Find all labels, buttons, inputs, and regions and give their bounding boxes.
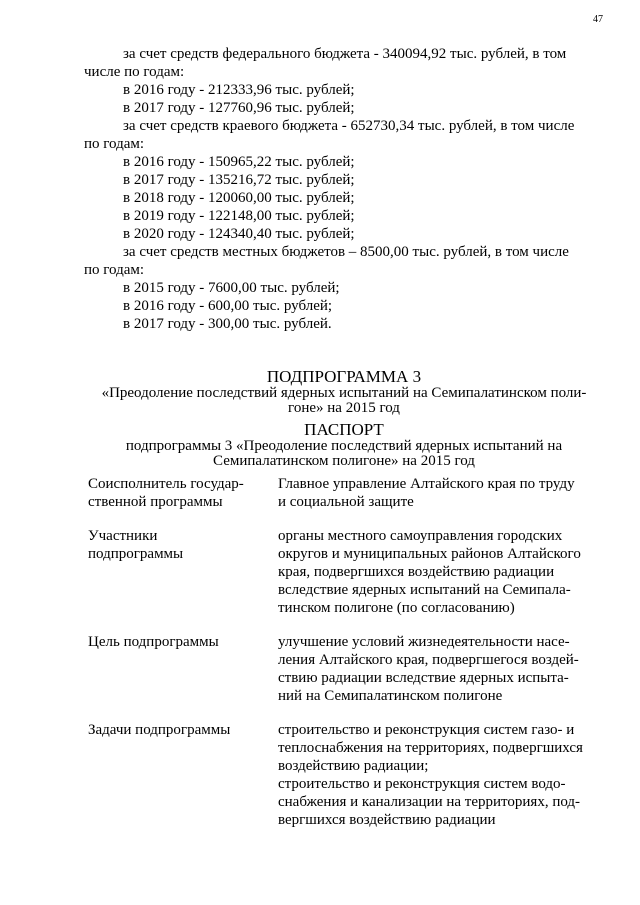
row-value	[278, 527, 596, 617]
passport-subtitle-line1: подпрограммы 3 «Преодоление последствий ядерных испытаний на	[125, 438, 563, 454]
local-budget-line: за счет средств местных бюджетов – 8500,00 тыс. рублей, в том числе	[123, 244, 569, 260]
row-value-line: вергшихся воздействию радиации	[278, 812, 496, 828]
local-budget-line-cont: по годам:	[84, 262, 145, 278]
passport-heading	[84, 421, 604, 469]
row-value-line: снабжения и канализации на территориях, под-	[278, 794, 581, 810]
local-year-2016: в 2016 году - 600,00 тыс. рублей;	[123, 298, 333, 314]
row-value-line: и социальной защите	[278, 494, 414, 510]
subprogram-title: ПОДПРОГРАММА 3	[266, 367, 422, 386]
federal-budget-line-cont: числе по годам:	[84, 64, 185, 80]
row-value-line: строительство и реконструкция систем водо-	[278, 776, 566, 792]
row-value-line: Главное управление Алтайского края по труду	[278, 476, 575, 492]
row-label-line: Соисполнитель государ-	[88, 476, 244, 492]
row-value-line: строительство и реконструкция систем газо- и	[278, 722, 575, 738]
federal-year-2017: в 2017 году - 127760,96 тыс. рублей;	[123, 100, 355, 116]
row-label-line: Цель подпрограммы	[88, 634, 219, 650]
passport-title: ПАСПОРТ	[304, 420, 384, 439]
regional-year-2018: в 2018 году - 120060,00 тыс. рублей;	[123, 190, 355, 206]
row-value-line: края, подвергшихся воздействию радиации	[278, 564, 555, 580]
subprogram-heading	[84, 368, 604, 416]
passport-row-goal	[88, 633, 608, 705]
regional-year-2020: в 2020 году - 124340,40 тыс. рублей;	[123, 226, 355, 242]
row-value-line: теплоснабжения на территориях, подвергшихся	[278, 740, 583, 756]
row-value-line: воздействию радиации;	[278, 758, 429, 774]
regional-year-2019: в 2019 году - 122148,00 тыс. рублей;	[123, 208, 355, 224]
row-value	[278, 633, 596, 705]
row-value-line: органы местного самоуправления городских	[278, 528, 563, 544]
passport-row-tasks	[88, 721, 608, 829]
regional-budget-line-cont: по годам:	[84, 136, 145, 152]
row-value	[278, 475, 596, 511]
row-value-line: вследствие ядерных испытаний на Семипала-	[278, 582, 571, 598]
passport-row-coexecutor	[88, 475, 608, 511]
subprogram-name-line1: «Преодоление последствий ядерных испытаний на Семипалатинском поли-	[101, 385, 587, 401]
row-label	[88, 721, 278, 829]
passport-row-participants	[88, 527, 608, 617]
regional-budget-line: за счет средств краевого бюджета - 652730,34 тыс. рублей, в том числе	[123, 118, 575, 134]
row-value-line: округов и муниципальных районов Алтайского	[278, 546, 581, 562]
row-label	[88, 633, 278, 705]
regional-year-2016: в 2016 году - 150965,22 тыс. рублей;	[123, 154, 355, 170]
subprogram-name-line2: гоне» на 2015 год	[288, 400, 400, 416]
row-label-line: Задачи подпрограммы	[88, 722, 231, 738]
row-value-line: ления Алтайского края, подвергшегося воздей-	[278, 652, 579, 668]
row-label	[88, 527, 278, 617]
row-label	[88, 475, 278, 511]
federal-budget-line: за счет средств федерального бюджета - 340094,92 тыс. рублей, в том	[123, 46, 567, 62]
federal-year-2016: в 2016 году - 212333,96 тыс. рублей;	[123, 82, 355, 98]
local-year-2015: в 2015 году - 7600,00 тыс. рублей;	[123, 280, 340, 296]
row-value-line: тинском полигоне (по согласованию)	[278, 600, 515, 616]
local-year-2017: в 2017 году - 300,00 тыс. рублей.	[123, 316, 332, 332]
funding-section	[84, 45, 604, 333]
row-value	[278, 721, 596, 829]
row-label-line: Участники	[88, 528, 158, 544]
row-value-line: ний на Семипалатинском полигоне	[278, 688, 503, 704]
regional-year-2017: в 2017 году - 135216,72 тыс. рублей;	[123, 172, 355, 188]
row-value-line: ствию радиации вследствие ядерных испыта-	[278, 670, 569, 686]
passport-subtitle-line2: Семипалатинском полигоне» на 2015 год	[213, 453, 475, 469]
row-label-line: подпрограммы	[88, 546, 184, 562]
page-number: 47	[593, 14, 603, 25]
row-value-line: улучшение условий жизнедеятельности насе-	[278, 634, 570, 650]
passport-table	[88, 475, 608, 829]
row-label-line: ственной программы	[88, 494, 223, 510]
